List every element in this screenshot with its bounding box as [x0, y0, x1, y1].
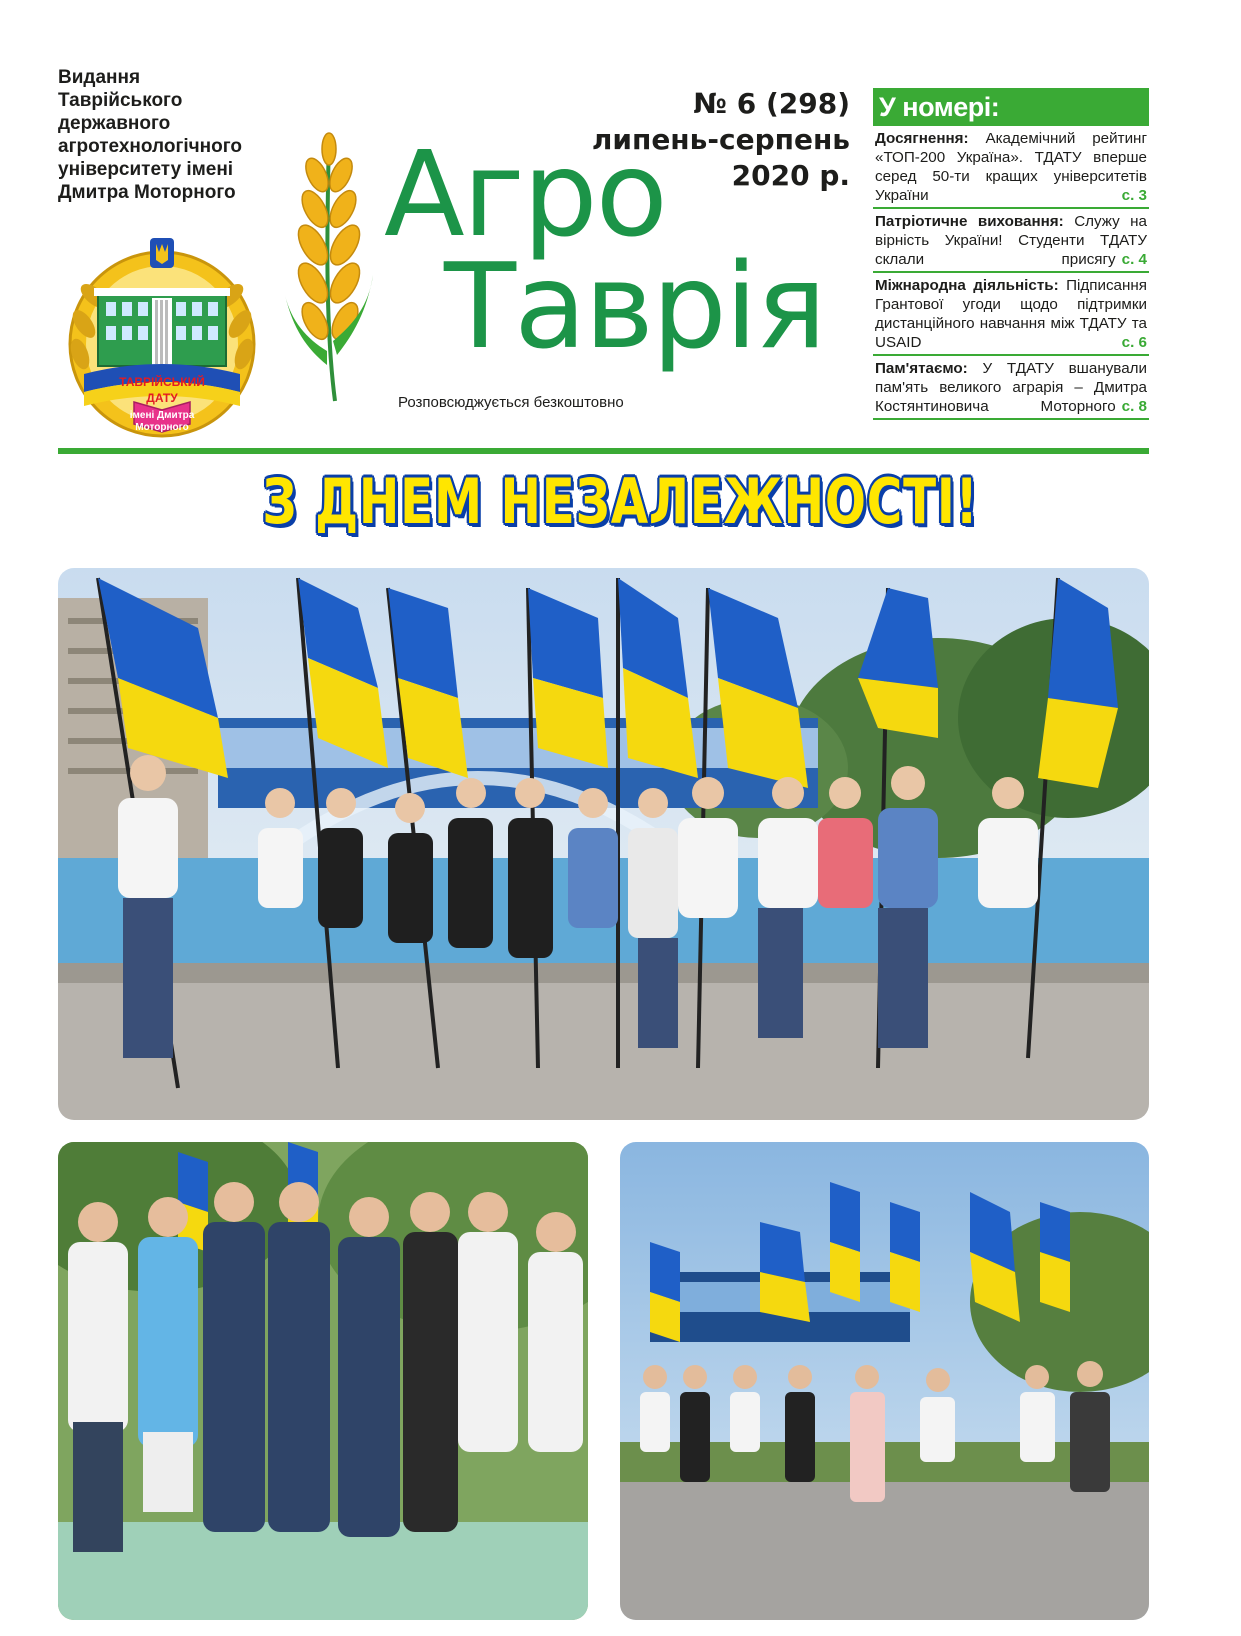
contents-rubric: Патріотичне виховання: [875, 213, 1064, 230]
publisher-line: агротехнологічного [58, 136, 243, 157]
contents-box [873, 88, 1149, 420]
contents-page: с. 6 [1121, 334, 1147, 351]
emblem-ribbon-text-1: ТАВРІЙСЬКИЙ [119, 375, 205, 389]
issue-months: липень-серпень [591, 123, 850, 156]
contents-rubric: Досягнення: [875, 130, 969, 147]
publisher-line: державного [58, 113, 171, 134]
wheat-icon [283, 125, 375, 405]
officials-photo [58, 1142, 588, 1620]
university-emblem [64, 234, 260, 440]
publisher-line: університету імені [58, 159, 234, 180]
contents-text: Академічний рейтинг «ТОП-200 Україна». ТДАТУ вперше серед 50-ти кращих університетів України [875, 130, 1147, 204]
emblem-ribbon-text-4: Моторного [135, 422, 189, 433]
publisher-line: Дмитра Моторного [58, 182, 236, 203]
distribution-tagline: Розповсюджується безкоштовно [398, 394, 624, 411]
contents-text: Служу на вірність України! Студенти ТДАТУ склали присягу [875, 213, 1147, 268]
contents-item[interactable] [873, 209, 1149, 273]
contents-rubric: Пам'ятаємо: [875, 360, 968, 377]
contents-rubric: Міжнародна діяльність: [875, 277, 1059, 294]
masthead-line-2: Таврія [444, 237, 825, 375]
contents-text: Підписання Грантової угоди щодо підтримки дистанційного навчання між ТДАТУ та USAID [875, 277, 1147, 351]
contents-text: У ТДАТУ вшанували пам'ять великого аграрія – Дмитра Костянтиновича Моторного [875, 360, 1147, 415]
issue-number: № 6 (298) [693, 87, 850, 120]
header-divider [58, 448, 1149, 454]
contents-page: с. 3 [1121, 187, 1147, 204]
emblem-ribbon-text-3: імені Дмитра [129, 410, 195, 421]
contents-page: с. 4 [1121, 251, 1147, 268]
contents-title: У номері: [873, 88, 1149, 126]
masthead-line-1: Агро [384, 125, 666, 263]
independence-day-headline: З ДНЕМ НЕЗАЛЕЖНОСТІ! [262, 465, 979, 538]
contents-item[interactable] [873, 273, 1149, 356]
contents-item[interactable] [873, 356, 1149, 420]
students-flags-photo [620, 1142, 1149, 1620]
main-photo-students-with-flags [58, 568, 1149, 1120]
emblem-ribbon-text-2: ДАТУ [146, 391, 178, 405]
contents-item[interactable] [873, 126, 1149, 209]
issue-year: 2020 р. [731, 159, 850, 192]
contents-page: с. 8 [1121, 398, 1147, 415]
issue-info [560, 86, 850, 194]
publisher-line: Видання [58, 67, 141, 88]
publisher-line: Таврійського [58, 90, 183, 111]
publisher-block [58, 66, 288, 204]
